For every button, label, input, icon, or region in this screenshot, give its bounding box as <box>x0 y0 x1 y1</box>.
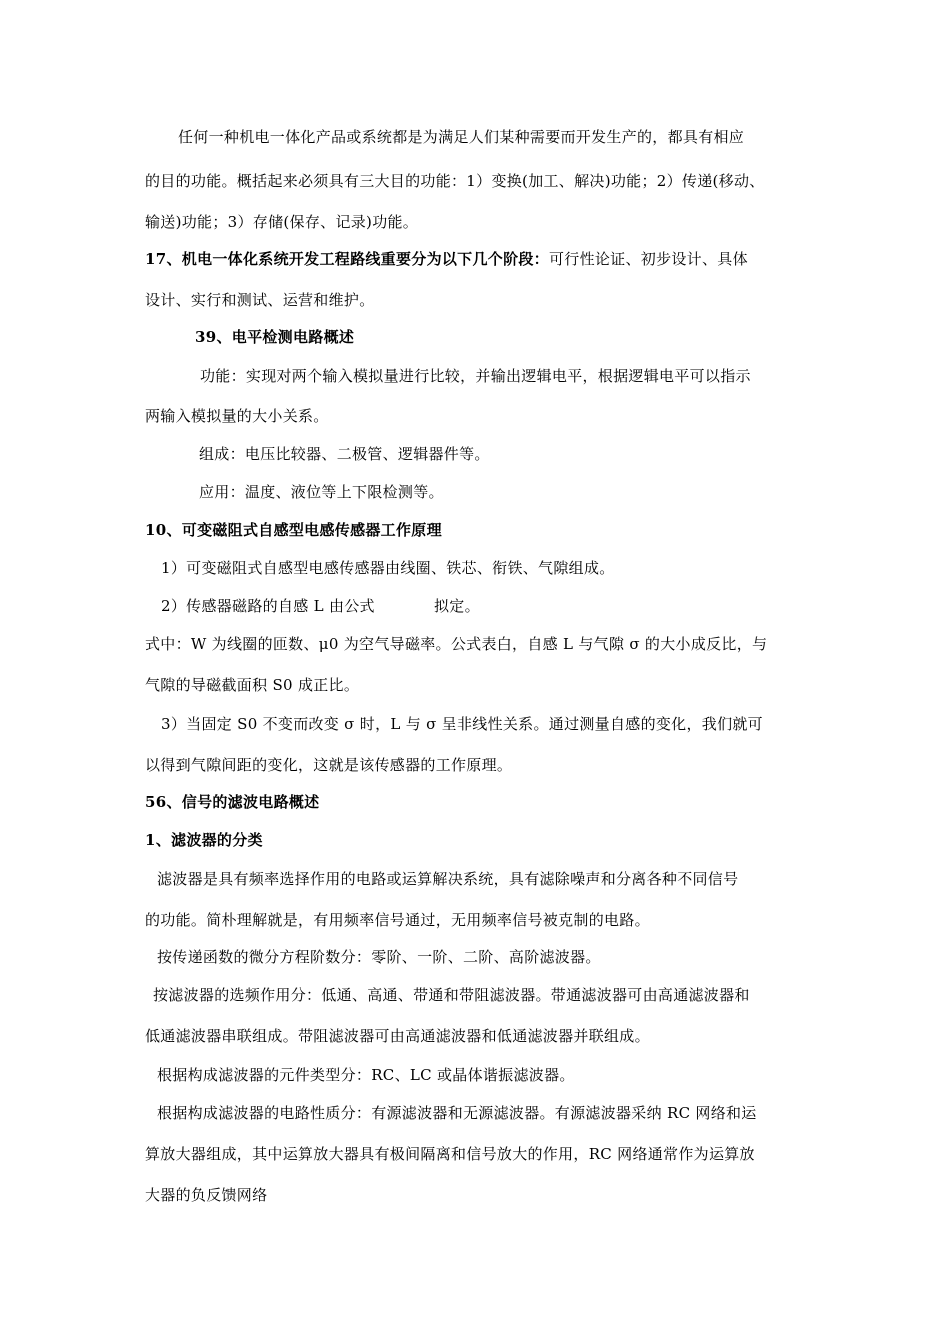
paragraph-line: 设计、实行和测试、运营和维护。 <box>145 291 375 309</box>
paragraph-line: 应用：温度、液位等上下限检测等。 <box>199 483 444 501</box>
paragraph-line: 任何一种机电一体化产品或系统都是为满足人们某种需要而开发生产的，都具有相应 <box>178 128 745 146</box>
section-heading: 56、信号的滤波电路概述 <box>145 793 320 811</box>
section-heading: 39、电平检测电路概述 <box>195 328 355 346</box>
paragraph-line: 两输入模拟量的大小关系。 <box>145 407 329 425</box>
paragraph-line: 低通滤波器串联组成。带阻滤波器可由高通滤波器和低通滤波器并联组成。 <box>145 1027 650 1045</box>
paragraph-line: 以得到气隙间距的变化，这就是该传感器的工作原理。 <box>145 756 513 774</box>
paragraph-line: 的功能。简朴理解就是，有用频率信号通过，无用频率信号被克制的电路。 <box>145 911 650 929</box>
paragraph-line: 组成：电压比较器、二极管、逻辑器件等。 <box>199 445 490 463</box>
paragraph-line <box>145 249 748 269</box>
paragraph-line: 按传递函数的微分方程阶数分：零阶、一阶、二阶、高阶滤波器。 <box>157 948 601 966</box>
section-heading: 17、机电一体化系统开发工程路线重要分为以下几个阶段： <box>145 250 549 268</box>
paragraph-line: 根据构成滤波器的电路性质分：有源滤波器和无源滤波器。有源滤波器采纳 RC 网络和运 <box>157 1104 757 1122</box>
paragraph-line: 功能：实现对两个输入模拟量进行比较，并输出逻辑电平，根据逻辑电平可以指示 <box>200 367 751 385</box>
paragraph-text: 可行性论证、初步设计、具体 <box>548 250 748 268</box>
paragraph-line: 大器的负反馈网络 <box>145 1186 268 1204</box>
paragraph-line: 2）传感器磁路的自感 L 由公式 <box>161 597 375 615</box>
paragraph-line: 气隙的导磁截面积 S0 成正比。 <box>145 676 360 694</box>
paragraph-line: 按滤波器的选频作用分：低通、高通、带通和带阻滤波器。带通滤波器可由高通滤波器和 <box>153 986 750 1004</box>
paragraph-line: 3）当固定 S0 不变而改变 σ 时，L 与 σ 呈非线性关系。通过测量自感的变化，我们就可 <box>161 715 763 733</box>
paragraph-line: 根据构成滤波器的元件类型分：RC、LC 或晶体谐振滤波器。 <box>157 1066 575 1084</box>
paragraph-line: 1）可变磁阻式自感型电感传感器由线圈、铁芯、衔铁、气隙组成。 <box>161 559 615 577</box>
paragraph-line: 输送)功能；3）存储(保存、记录)功能。 <box>145 213 419 231</box>
paragraph-line: 算放大器组成，其中运算放大器具有极间隔离和信号放大的作用，RC 网络通常作为运算放 <box>145 1145 755 1163</box>
paragraph-line: 式中：W 为线圈的匝数、μ0 为空气导磁率。公式表白，自感 L 与气隙 σ 的大小成反比，与 <box>145 635 768 653</box>
paragraph-line: 的目的功能。概括起来必须具有三大目的功能：1）变换(加工、解决)功能；2）传递(移动、 <box>145 172 765 190</box>
section-heading: 10、可变磁阻式自感型电感传感器工作原理 <box>145 521 442 539</box>
paragraph-line: 滤波器是具有频率选择作用的电路或运算解决系统，具有滤除噪声和分离各种不同信号 <box>157 870 739 888</box>
section-heading: 1、滤波器的分类 <box>145 831 263 849</box>
paragraph-line: 拟定。 <box>434 597 480 615</box>
